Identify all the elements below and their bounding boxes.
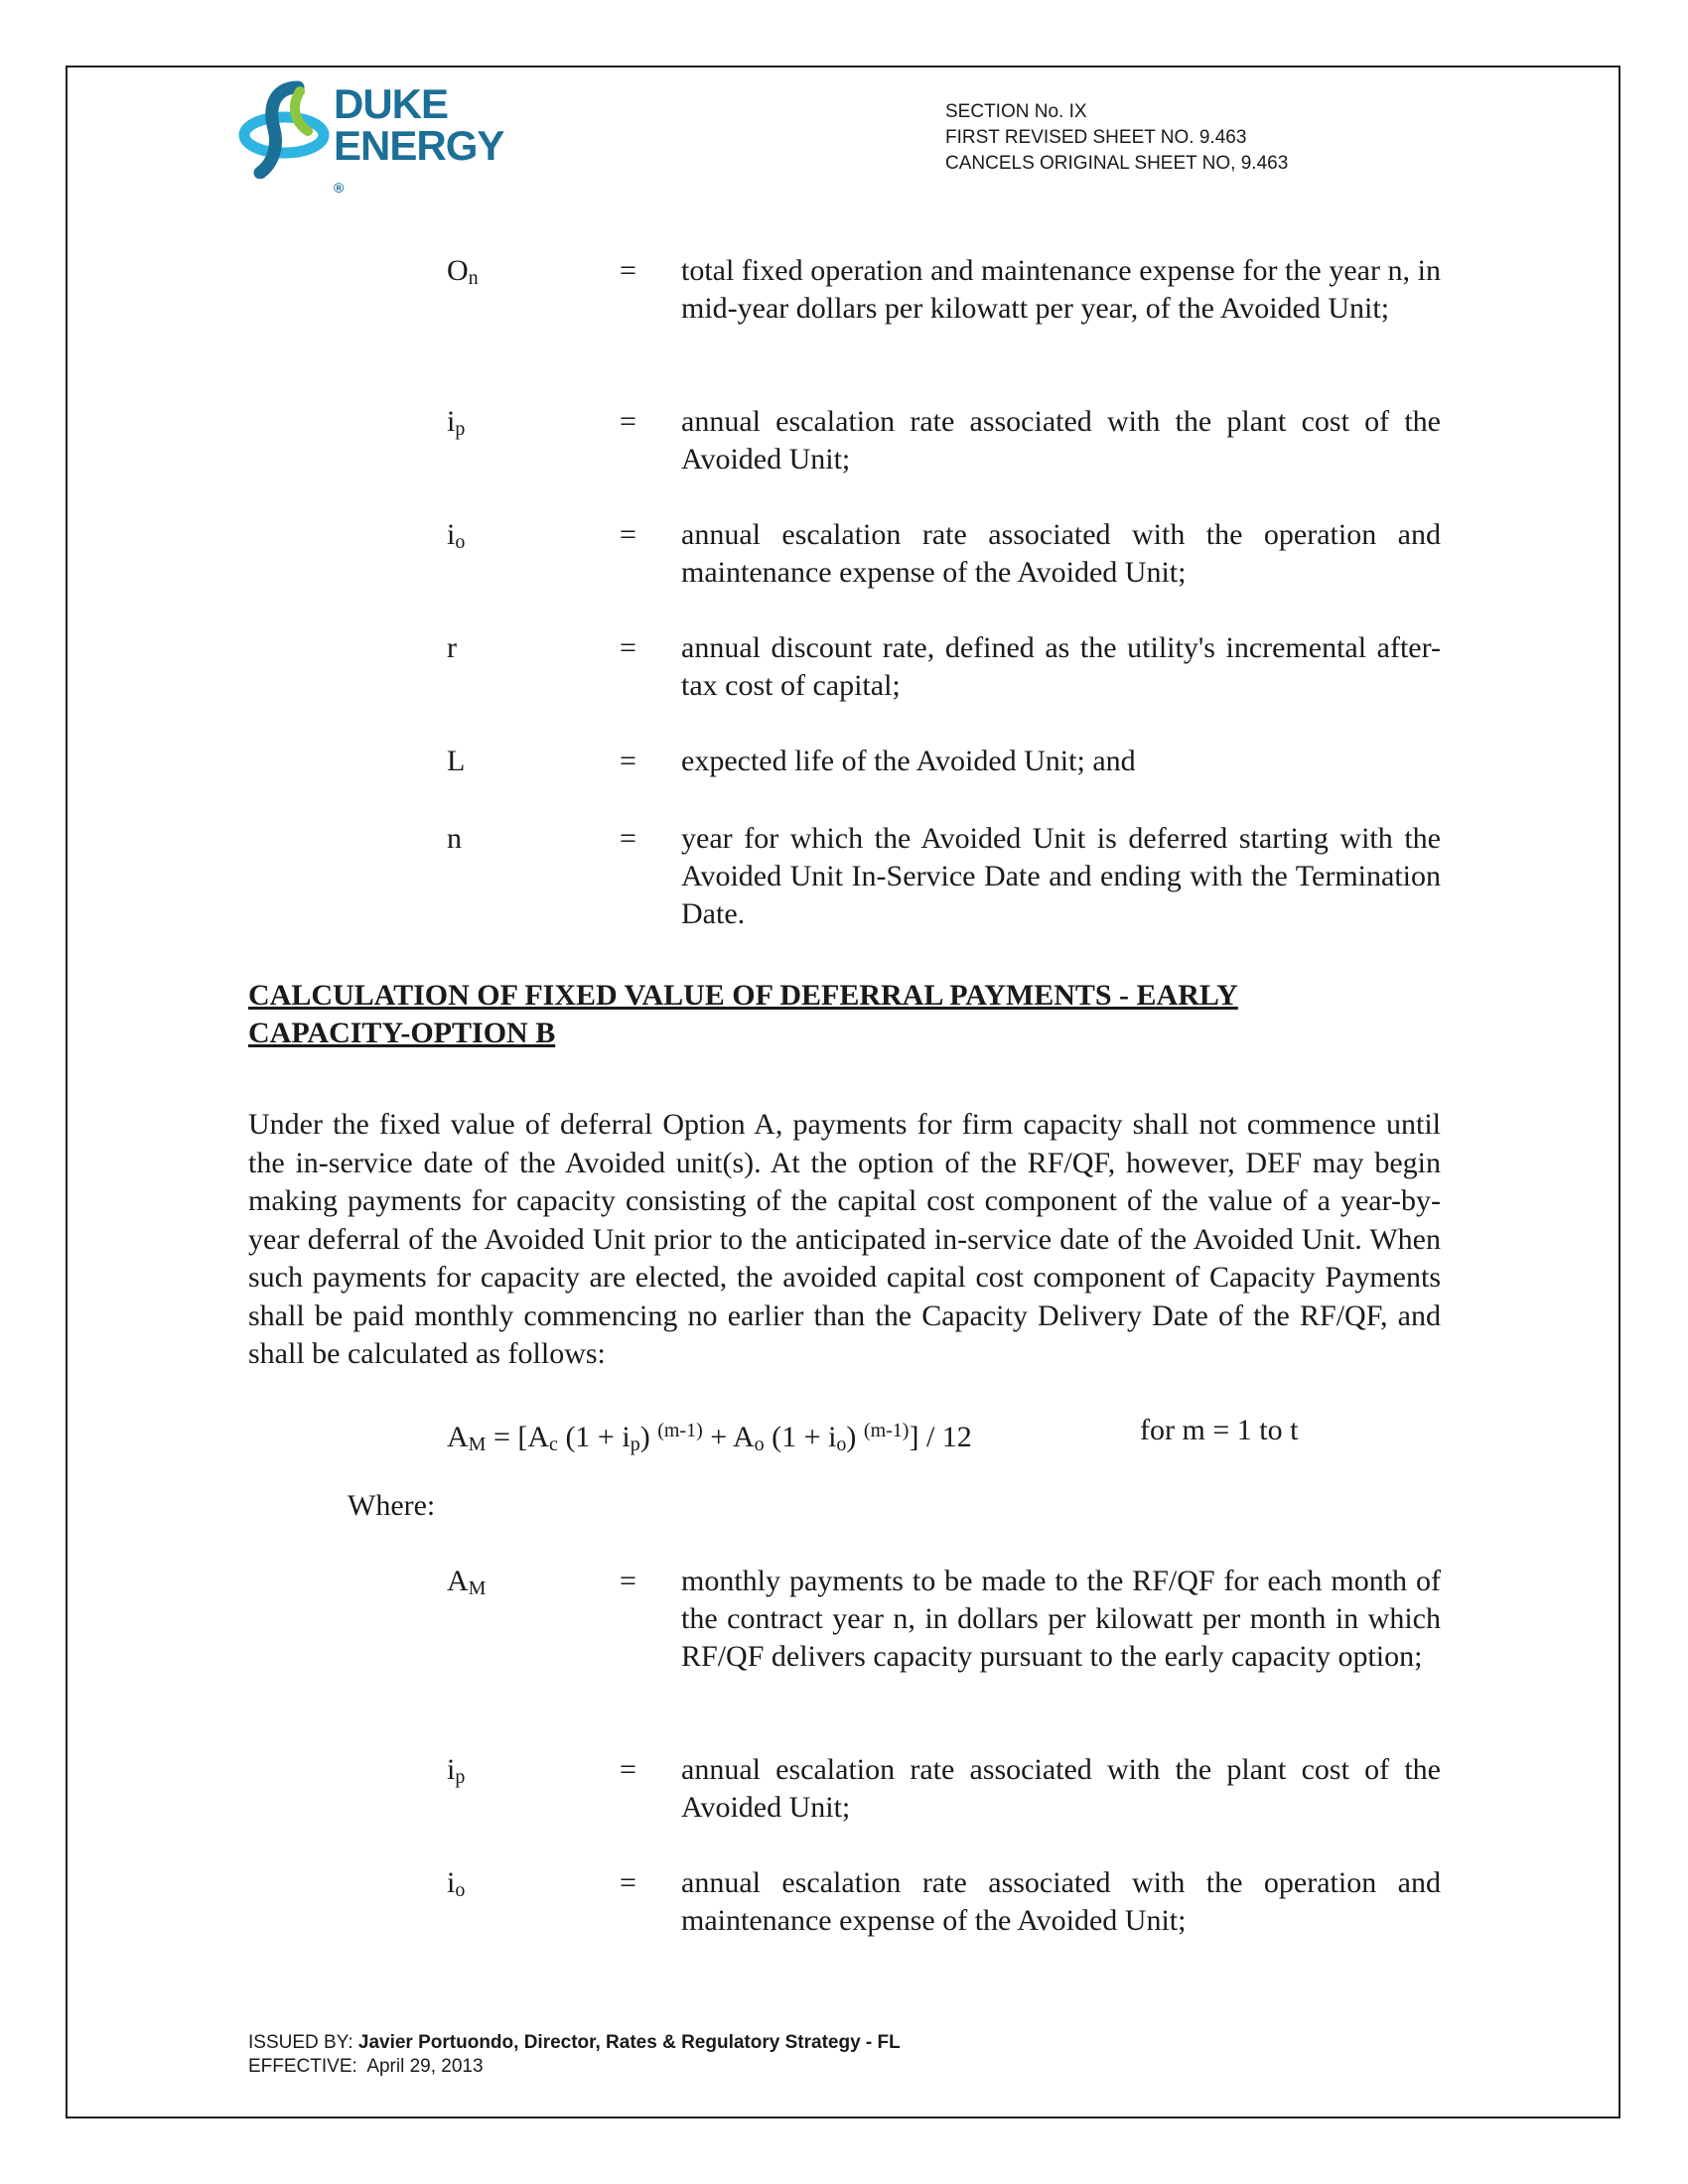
equals-sign: = [620, 405, 636, 438]
cancels-sheet: CANCELS ORIGINAL SHEET NO, 9.463 [945, 153, 1289, 174]
definition-symbol: L [447, 745, 466, 777]
effective-label: EFFECTIVE: [248, 2056, 357, 2077]
definition-symbol: n [447, 822, 462, 855]
footer [248, 2031, 901, 2079]
definition-symbol: $i_o$ [447, 518, 466, 553]
duke-energy-logo [238, 79, 536, 196]
heading-line-1: CALCULATION OF FIXED VALUE OF DEFERRAL PAYMENTS - EARLY [248, 979, 1238, 1012]
definition-text: annual escalation rate associated with the plant cost of the Avoided Unit; [681, 405, 1441, 476]
definition-text: annual escalation rate associated with the plant cost of the Avoided Unit; [681, 1753, 1441, 1824]
definition-symbol: $A_M$ [447, 1565, 487, 1599]
definition-text: expected life of the Avoided Unit; and [681, 745, 1136, 777]
equals-sign: = [620, 1753, 636, 1786]
equals-sign: = [620, 822, 636, 855]
definition-text: monthly payments to be made to the RF/QF for each month of the contract year n, in dollars per kilowatt per month in which RF/QF delivers capacity pursuant to the early capacity option; [681, 1565, 1441, 1673]
equals-sign: = [620, 1565, 636, 1597]
equals-sign: = [620, 1866, 636, 1899]
definition-text: year for which the Avoided Unit is deferred starting with the Avoided Unit In-Service Date and ending with the Termination Date. [681, 822, 1441, 930]
section-heading [248, 977, 1440, 1052]
where-label: Where: [348, 1489, 436, 1522]
equals-sign: = [620, 254, 636, 287]
effective-line [248, 2055, 901, 2079]
issued-by-value: Javier Portuondo, Director, Rates & Regulatory Strategy - FL [357, 2032, 901, 2053]
formula: $A_M = [A_c$ $(1 + i_p)$ $^{(m-1)} + A_o$ $(1 + i_o)$ $^{(m-1)}$] / 12 [447, 1420, 972, 1455]
issued-by-line [248, 2031, 901, 2055]
duke-energy-mark-icon [238, 79, 330, 179]
effective-date: April 29, 2013 [366, 2056, 484, 2077]
definition-symbol: $i_o$ [447, 1866, 466, 1901]
issued-by-label: ISSUED BY: [248, 2032, 353, 2053]
heading-line-2: CAPACITY-OPTION B [248, 1017, 556, 1049]
definition-text: annual discount rate, defined as the utility's incremental after-tax cost of capital; [681, 631, 1441, 702]
logo-text-duke: DUKE [334, 80, 449, 127]
definition-symbol: $i_p$ [447, 1753, 466, 1788]
formula-range: for m = 1 to t [1140, 1414, 1299, 1446]
definition-text: total fixed operation and maintenance expense for the year n, in mid-year dollars per kilowatt per year, of the Avoided Unit; [681, 254, 1441, 325]
definition-text: annual escalation rate associated with the operation and maintenance expense of the Avoided Unit; [681, 518, 1441, 589]
definition-symbol: $i_p$ [447, 405, 466, 440]
definition-text: annual escalation rate associated with the operation and maintenance expense of the Avoided Unit; [681, 1866, 1441, 1937]
sheet-info [945, 99, 1288, 177]
equals-sign: = [620, 631, 636, 664]
definition-symbol: $O_n$ [447, 254, 479, 289]
body-paragraph: Under the fixed value of deferral Option A, payments for firm capacity shall not commence until the in-service date of the Avoided unit(s). At the option of the RF/QF, however, DEF may begin making payments for capacity consisting of the capital cost component of the value of a year-by-year deferral of the Avoided Unit prior to the anticipated in-service date of the Avoided Unit. When such payments for capacity are elected, the avoided capital cost component of Capacity Payments shall be paid monthly commencing no earlier than the Capacity Delivery Date of the RF/QF, and shall be calculated as follows: [248, 1108, 1441, 1370]
definition-symbol: r [447, 631, 457, 664]
logo-text-energy: ENERGY [334, 122, 504, 169]
logo-registered-mark: ® [334, 180, 344, 196]
section-number: SECTION No. IX [945, 101, 1087, 122]
equals-sign: = [620, 745, 636, 777]
sheet-number: FIRST REVISED SHEET NO. 9.463 [945, 127, 1247, 148]
equals-sign: = [620, 518, 636, 551]
